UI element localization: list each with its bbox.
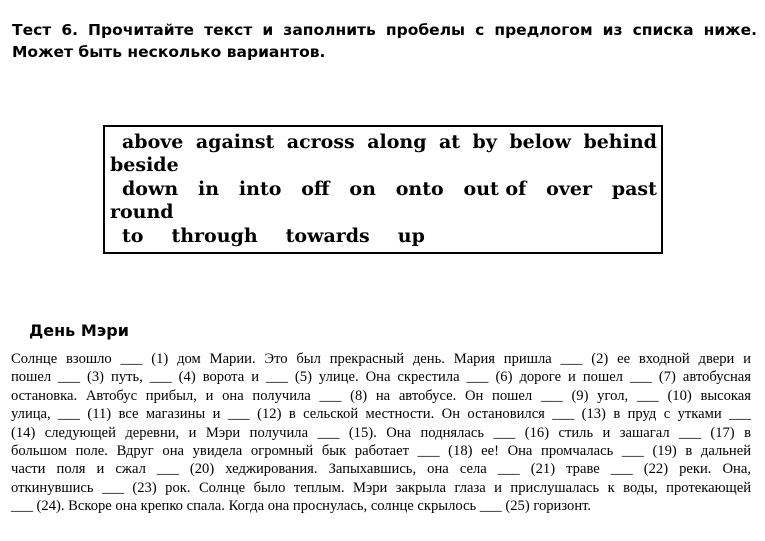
story-line: Солнце взошло ___ (1) дом Марии. Это был прекрасный день. Мария пришла ___ (2) ее входной двери и	[11, 351, 751, 367]
preposition-word: along	[367, 131, 427, 153]
story-title: День Мэри	[29, 321, 129, 340]
preposition-word: to	[122, 225, 144, 247]
preposition-word: off	[301, 178, 330, 200]
preposition-word: up	[397, 225, 425, 247]
preposition-word: above	[122, 131, 184, 153]
story-text	[11, 350, 751, 516]
story-line: большом поле. Вдруг она увидела огромный бык работает ___ (18) ее! Она промчалась ___ (19) в дальней	[11, 443, 751, 460]
preposition-word: by	[472, 131, 497, 153]
preposition-word: against	[195, 131, 275, 153]
preposition-row-1	[122, 131, 657, 153]
preposition-word: through	[171, 225, 258, 247]
preposition-word: across	[286, 131, 355, 153]
story-line: части поля и сжал ___ (20) хеджирования. Запыхавшись, она села ___ (21) траве ___ (22) реки. Она,	[11, 461, 751, 478]
preposition-word: on	[349, 178, 376, 200]
preposition-word: down	[122, 178, 179, 200]
story-line: улица, ___ (11) все магазины и ___ (12) в сельской местности. Он остановился ___ (13) в пруд с утками ___	[11, 406, 751, 423]
preposition-word: round	[110, 201, 174, 223]
story-line: (14) следующей деревни, и Мэри получила ___ (15). Она поднялась ___ (16) стиль и зашагал ___ (17) в	[11, 424, 751, 441]
preposition-word: over	[546, 178, 592, 200]
story-line: остановка. Автобус прибыл, и она получила ___ (8) на автобусе. Он пошел ___ (9) угол, ___ (10) высокая	[11, 387, 751, 404]
story-line: откинувшись ___ (23) рок. Солнце было теплым. Мэри закрыла глаза и прислушалась к воды, протекающей	[11, 479, 751, 496]
preposition-row-2	[122, 178, 657, 200]
preposition-box	[103, 125, 663, 254]
preposition-word: past	[611, 178, 657, 200]
preposition-word: out of	[463, 178, 527, 200]
preposition-word: in	[198, 178, 220, 200]
preposition-row-3	[122, 225, 657, 247]
preposition-word: below	[509, 131, 571, 153]
preposition-word: onto	[395, 178, 444, 200]
preposition-word: behind	[583, 131, 657, 153]
preposition-word: beside	[110, 154, 179, 176]
story-line: пошел ___ (3) путь, ___ (4) ворота и ___ (5) улице. Она скрестила ___ (6) дороге и пошел ___ (7) автобусная	[11, 369, 751, 386]
preposition-word: towards	[285, 225, 370, 247]
task-instruction: Тест 6. Прочитайте текст и заполнить пробелы с предлогом из списка ниже. Может быть несколько вариантов.	[12, 21, 757, 61]
preposition-word: at	[438, 131, 461, 153]
preposition-word: into	[238, 178, 282, 200]
story-line: ___ (24). Вскоре она крепко спала. Когда она проснулась, солнце скрылось ___ (25) горизонт.	[11, 498, 592, 515]
